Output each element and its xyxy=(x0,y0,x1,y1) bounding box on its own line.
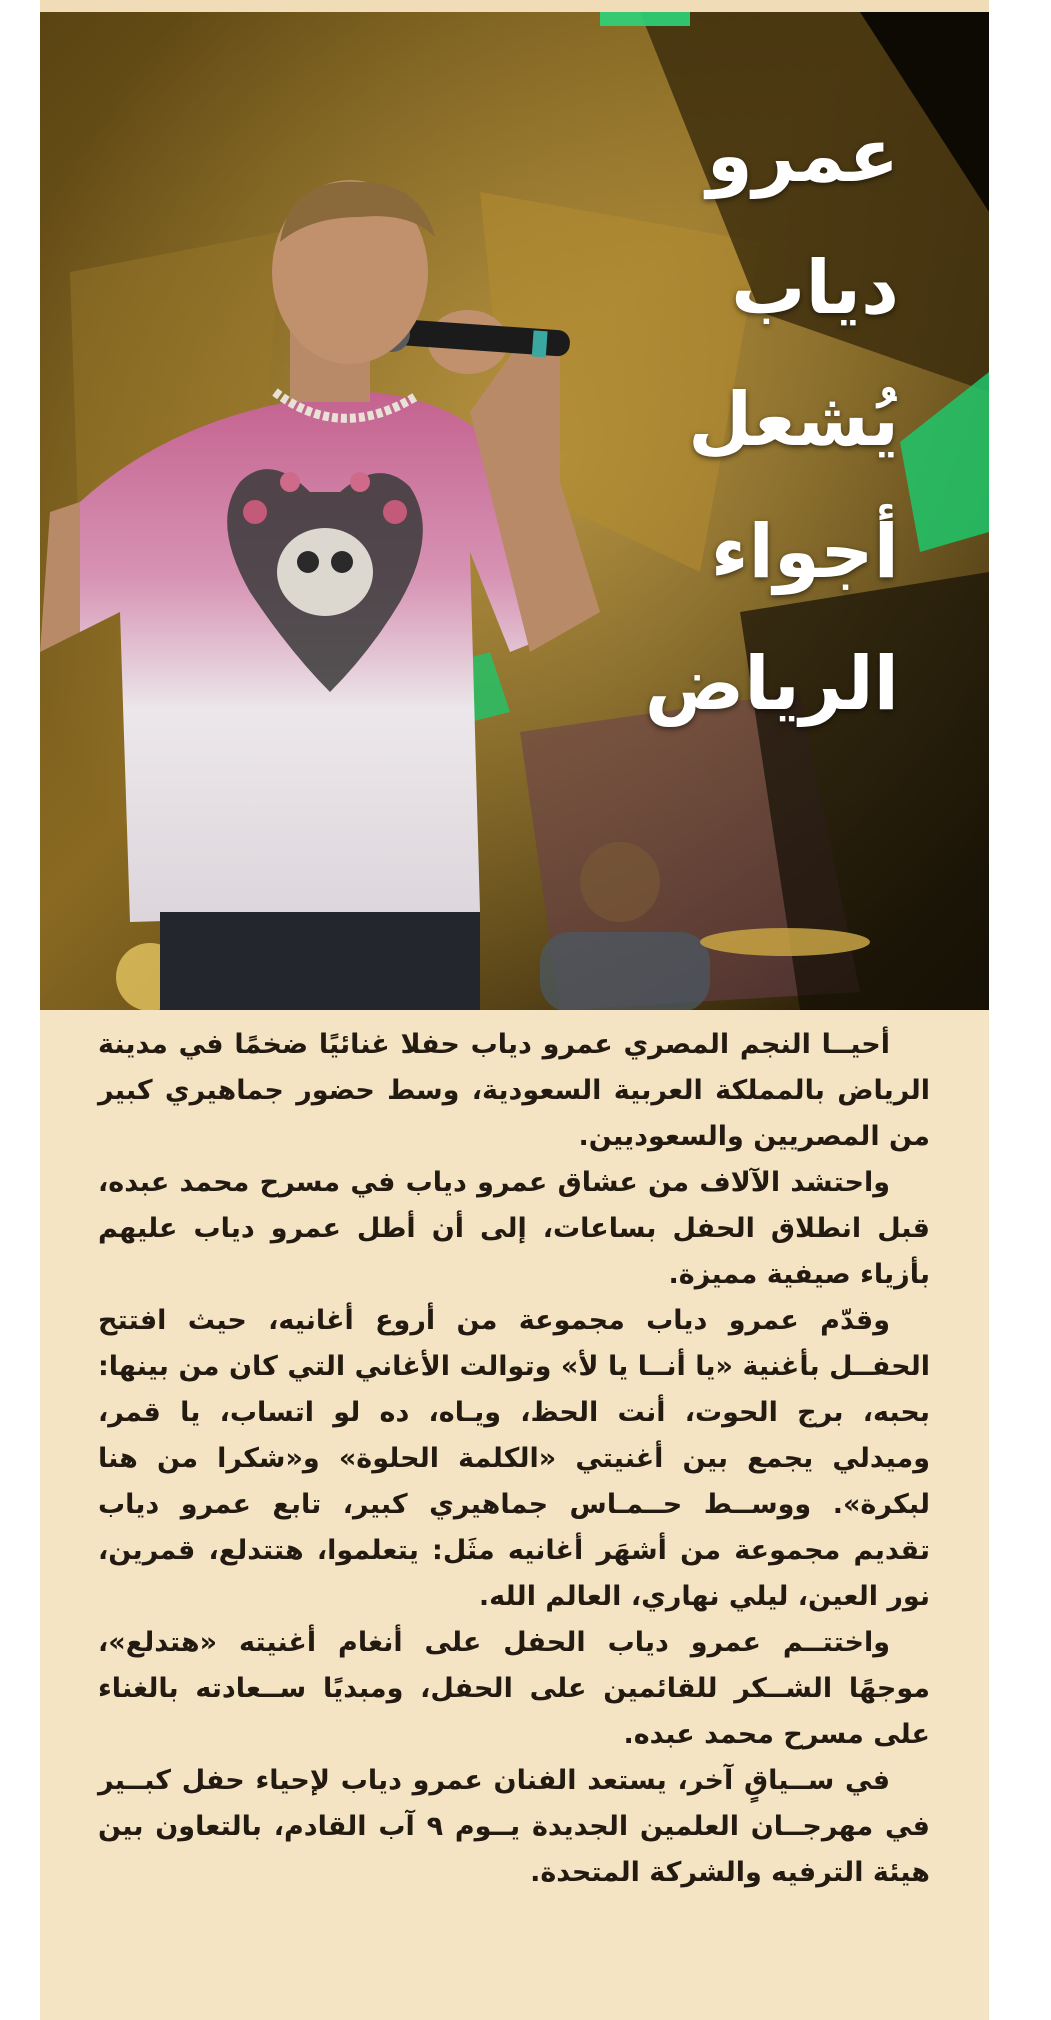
headline-line-1: عمرو دياب xyxy=(706,113,899,331)
article-paragraph-4: واختتــم عمرو دياب الحفل على أنغام أغنيته «هتدلع»، موجهًا الشــكر للقائمين على الحفل، ومبديًا ســعادته بالغناء على مسرح محمد عبده. xyxy=(98,1627,930,1750)
article-paragraph-3: وقدّم عمرو دياب مجموعة من أروع أغانيه، حيث افتتح الحفــل بأغنية «يا أنــا يا لأ» وتوالت الأغاني التي كان من بينها: بحبه، برج الحوت، أنت الحظ، ويـاه، ده لو اتساب، يا قمر، وميدلي يجمع بين أغنيتي «الكلمة الحلوة» و«شكرا من هنا لبكرة». ووســط حــمـاس جماهيري كبير، تابع عمرو دياب تقديم مجموعة من أشهَر أغانيه مثَل: يتعلموا، هتتدلع، قمرين، نور العين، ليلي نهاري، العالم الله. xyxy=(98,1305,930,1612)
headline-line-4: الرياض xyxy=(644,641,899,727)
article-paragraph-2: واحتشد الآلاف من عشاق عمرو دياب في مسرح محمد عبده، قبل انطلاق الحفل بساعات، إلى أن أطل عمرو دياب عليهم بأزياء صيفية مميزة. xyxy=(98,1167,930,1290)
newspaper-page xyxy=(40,0,989,2020)
article-paragraph-1: أحيــا النجم المصري عمرو دياب حفلا غنائيًا ضخمًا في مدينة الرياض بالمملكة العربية السعودية، وسط حضور جماهيري كبير من المصريين والسعوديين. xyxy=(98,1029,930,1152)
article-body xyxy=(98,1022,930,1896)
headline xyxy=(519,90,899,750)
headline-line-3: أجواء xyxy=(710,509,899,595)
headline-line-2: يُشعل xyxy=(688,377,899,463)
concert-photo xyxy=(40,12,989,1010)
article-paragraph-5: في ســياقٍ آخر، يستعد الفنان عمرو دياب لإحياء حفل كبــير في مهرجــان العلمين الجديدة يــوم ٩ آب القادم، بالتعاون بين هيئة الترفيه والشركة المتحدة. xyxy=(98,1765,930,1888)
